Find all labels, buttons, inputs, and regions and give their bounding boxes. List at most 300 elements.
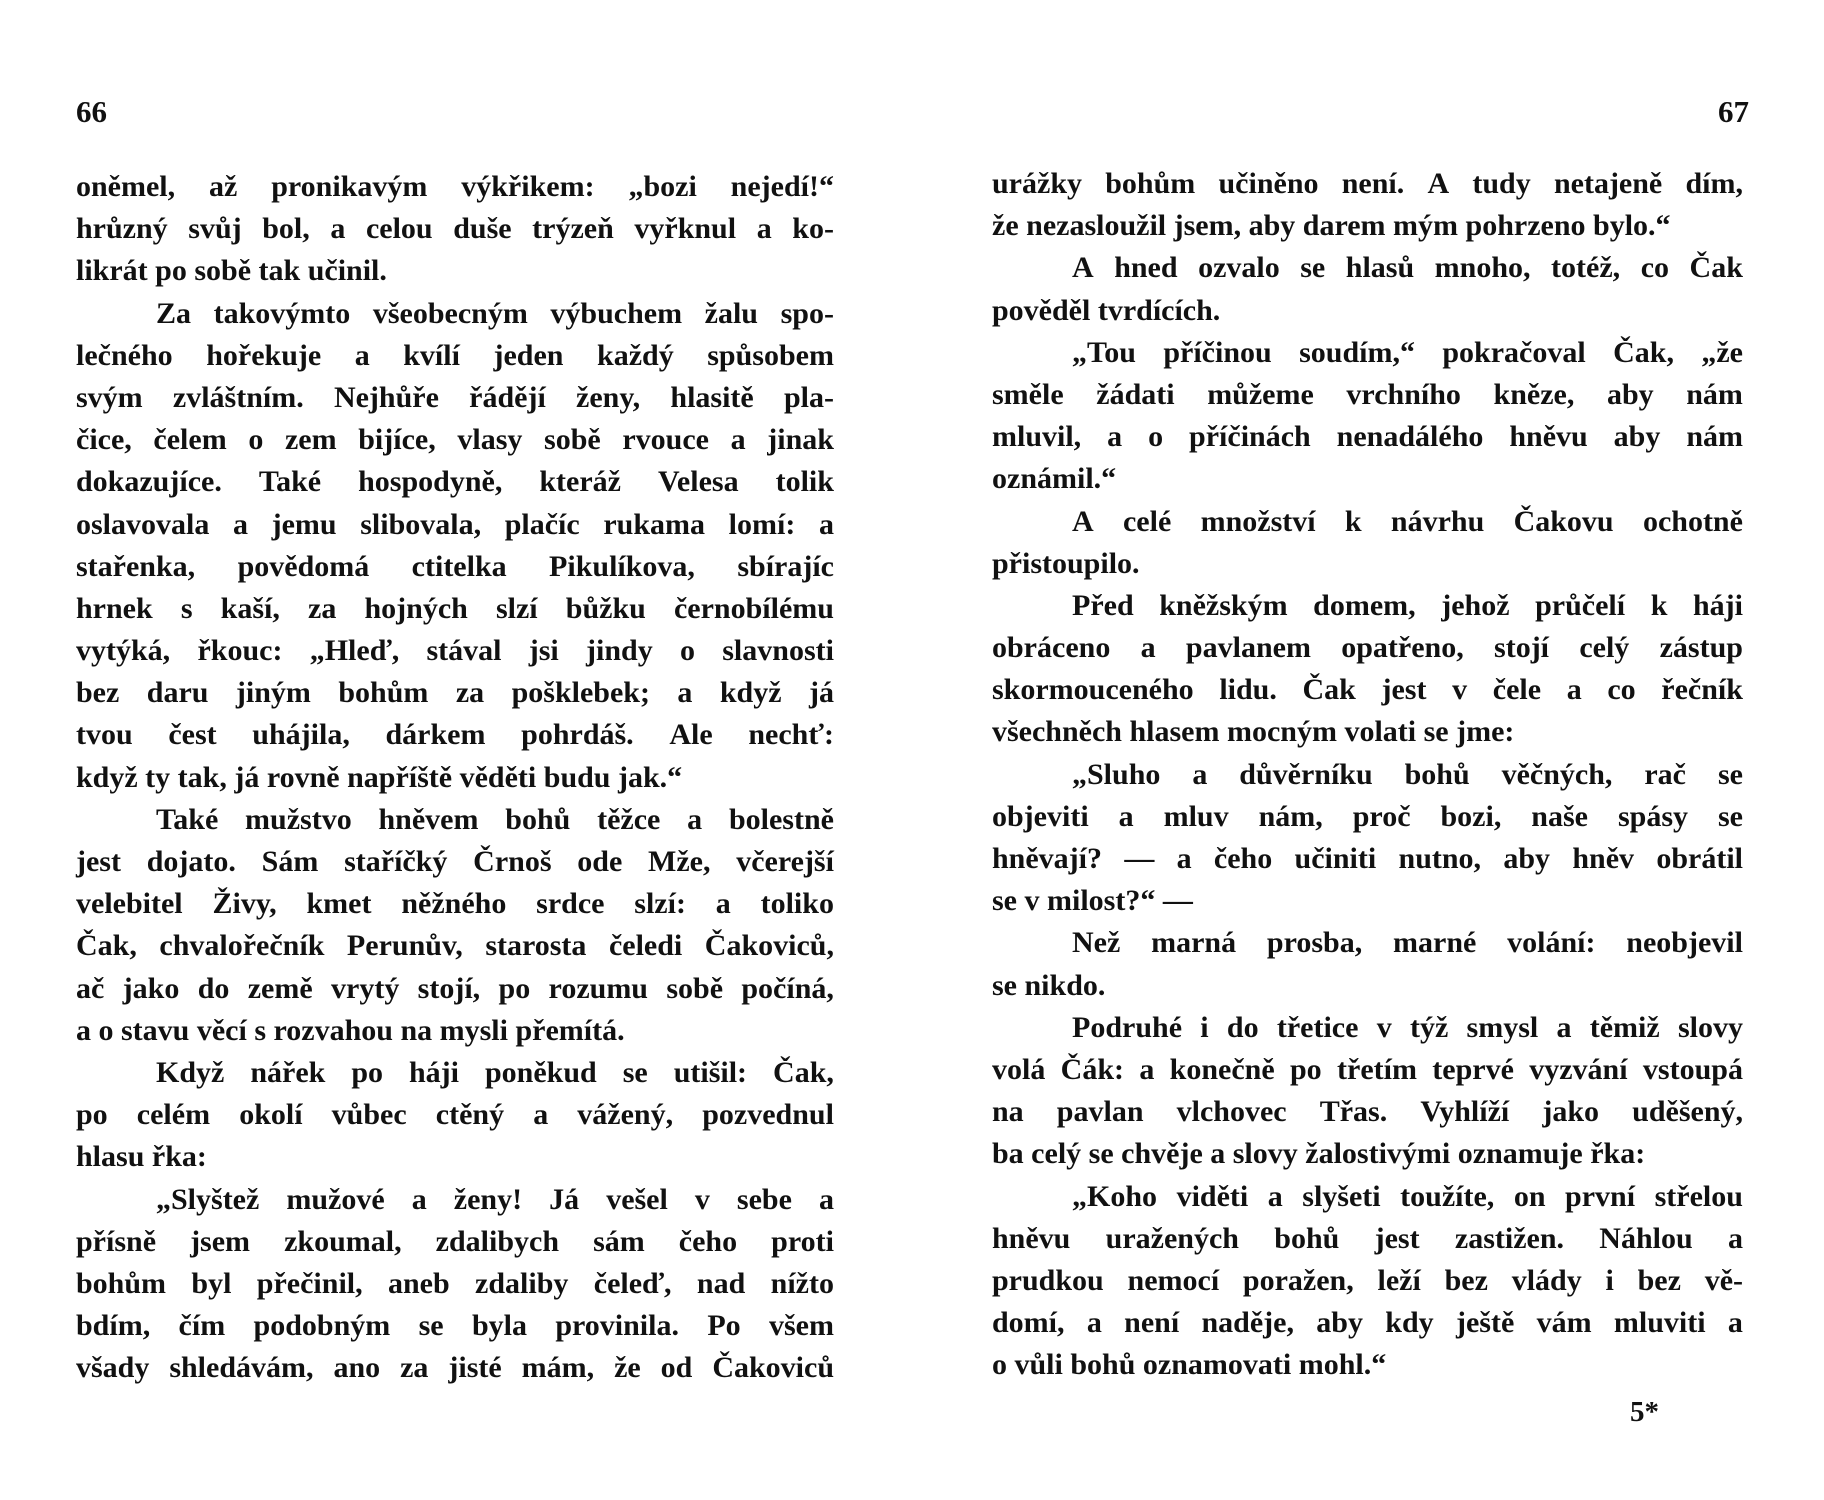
word: za	[455, 676, 485, 710]
word: Také	[258, 465, 322, 499]
word: čeho	[1213, 842, 1273, 875]
word: vlchovec	[1176, 1095, 1287, 1129]
text-line	[156, 1052, 834, 1094]
word: všeobecným	[372, 296, 528, 330]
word: toliko	[760, 887, 834, 921]
word: celé	[1122, 504, 1172, 538]
word: věčných,	[1501, 757, 1613, 791]
text-line	[76, 1094, 834, 1136]
word: Já	[549, 1182, 580, 1216]
word: celém	[136, 1098, 211, 1132]
word: čeleď,	[593, 1266, 672, 1300]
word: zvláštním.	[172, 380, 304, 414]
word: hněvu	[992, 1221, 1071, 1255]
word: vstoupá	[1642, 1052, 1743, 1086]
word: naše	[1531, 799, 1588, 833]
word: hrnek	[76, 591, 153, 625]
word: všem	[769, 1309, 834, 1343]
word: rač	[1644, 757, 1686, 791]
text-line	[76, 419, 834, 461]
text-line	[76, 883, 834, 925]
text-line	[76, 1263, 834, 1305]
word: tvou	[76, 718, 133, 752]
word: a	[1267, 1179, 1283, 1213]
word: čím	[178, 1309, 226, 1343]
word: třetím	[1337, 1052, 1417, 1086]
text-line	[992, 1218, 1743, 1260]
word: od	[660, 1351, 693, 1385]
text-line: se v milost?“ —	[992, 884, 1193, 918]
word: vě-	[1704, 1263, 1743, 1297]
word: nejedí!“	[730, 170, 834, 203]
word: ko-	[792, 212, 834, 246]
word: marné	[1393, 926, 1477, 960]
word: urážky	[992, 167, 1082, 200]
word: nutno,	[1398, 842, 1482, 875]
word: hojných	[364, 591, 468, 625]
word: naděje,	[1201, 1306, 1294, 1340]
word: a	[1139, 1052, 1155, 1086]
text-line: likrát po sobě tak učinil.	[76, 254, 387, 288]
text-line: se nikdo.	[992, 968, 1106, 1002]
word: soudím,“	[1299, 335, 1415, 369]
word: stojí	[1494, 631, 1550, 665]
word: kaší,	[220, 591, 280, 625]
word: staříčký	[344, 845, 448, 878]
word: Čakoviců,	[704, 929, 834, 963]
page-number: 66	[76, 94, 107, 129]
word: Mže,	[648, 845, 711, 878]
word: Črnoš	[473, 845, 552, 878]
text-line	[1072, 754, 1743, 796]
text-line	[76, 377, 834, 419]
text-line	[76, 1221, 834, 1263]
word: Čak,	[76, 929, 137, 963]
word: se	[418, 1309, 444, 1343]
word: bez	[76, 676, 120, 710]
word: leží	[1377, 1263, 1421, 1297]
word: Perunův,	[346, 929, 463, 963]
text-line	[76, 335, 834, 377]
word: i	[1200, 1010, 1209, 1044]
word: učiněno	[1218, 167, 1319, 200]
word: prosba,	[1266, 926, 1363, 960]
word: volání:	[1507, 926, 1596, 960]
word: ač	[76, 971, 105, 1005]
text-line	[992, 1302, 1743, 1344]
word: přečinil,	[256, 1266, 363, 1300]
word: bolestně	[728, 802, 834, 836]
word: a	[354, 338, 370, 372]
word: dojato.	[146, 845, 236, 878]
word: těžce	[597, 802, 661, 836]
word: Za	[156, 296, 192, 330]
word: čele	[1492, 673, 1542, 707]
word: k	[1650, 588, 1668, 622]
word: jehož	[1441, 588, 1510, 622]
word: když	[719, 676, 782, 710]
word: se	[1717, 799, 1743, 833]
word: provinila.	[555, 1309, 679, 1343]
text-line	[76, 630, 834, 672]
word: toužíte,	[1400, 1179, 1495, 1213]
word: a	[1176, 842, 1192, 875]
word: spůsobem	[707, 338, 834, 372]
word: aby	[1503, 842, 1551, 875]
word: a	[330, 212, 346, 246]
word: a	[1556, 1010, 1572, 1044]
word: duše	[453, 212, 512, 246]
word: zastižen.	[1454, 1221, 1565, 1255]
word: pošklebek;	[511, 676, 650, 710]
word: čice,	[76, 423, 132, 457]
word: hrůzný	[76, 212, 168, 246]
word: objeviti	[992, 799, 1089, 833]
word: Čak	[1302, 673, 1356, 707]
text-line	[1072, 332, 1743, 374]
text-line: že nezasloužil jsem, aby darem mým pohrzeno bylo.“	[992, 209, 1671, 243]
word: „Koho	[1072, 1179, 1158, 1213]
word: a	[1140, 631, 1156, 665]
word: pavlan	[1056, 1095, 1144, 1129]
text-line: všechněch hlasem mocným volati se jme:	[992, 715, 1515, 749]
text-line	[76, 461, 834, 503]
text-line	[1072, 1176, 1743, 1218]
word: ještě	[1455, 1306, 1515, 1340]
word: hněv	[1572, 842, 1635, 875]
word: chvalořečník	[159, 929, 325, 963]
word: proč	[1352, 799, 1411, 833]
word: a	[411, 1182, 427, 1216]
word: a	[1566, 673, 1582, 707]
word: Pikulíkova,	[549, 549, 695, 583]
word: jinak	[767, 423, 834, 457]
word: nad	[696, 1266, 746, 1300]
word: Živy,	[212, 887, 277, 921]
text-line	[992, 416, 1743, 458]
word: jemu	[271, 507, 337, 541]
word: počíná,	[741, 971, 834, 1005]
word: bohům	[338, 676, 429, 710]
word: v	[694, 1182, 710, 1216]
word: okolí	[239, 1098, 303, 1132]
word: spásy	[1617, 799, 1688, 833]
word: Vyhlíží	[1420, 1095, 1510, 1129]
word: řkouc:	[197, 634, 283, 668]
word: bol,	[262, 212, 310, 246]
word: A	[1072, 251, 1094, 285]
word: pohrdáš.	[521, 718, 634, 752]
word: co	[1640, 251, 1670, 285]
word: a	[756, 212, 772, 246]
text-line: oznámil.“	[992, 462, 1117, 496]
word: a	[1727, 1221, 1743, 1255]
text-line	[1072, 501, 1743, 543]
word: poražen,	[1242, 1263, 1354, 1297]
word: byl	[191, 1266, 232, 1300]
word: se	[622, 1055, 648, 1089]
word: hořekuje	[206, 338, 322, 372]
word: po	[351, 1055, 383, 1089]
word: ctitelka	[411, 549, 507, 583]
word: teprvé	[1432, 1052, 1514, 1086]
word: a	[687, 802, 703, 836]
word: Po	[707, 1309, 741, 1343]
word: —	[1124, 842, 1155, 875]
word: zástup	[1659, 631, 1743, 665]
word: vrchního	[1346, 377, 1461, 411]
text-line	[76, 588, 834, 630]
word: Čak	[1689, 251, 1743, 285]
text-line: o vůli bohů oznamovati mohl.“	[992, 1348, 1387, 1382]
word: v	[1376, 1010, 1392, 1044]
word: nářek	[250, 1055, 326, 1089]
word: těmiž	[1589, 1010, 1660, 1044]
word: smysl	[1466, 1010, 1539, 1044]
word: mužstvo	[245, 802, 352, 836]
word: zem	[284, 423, 337, 457]
word: „Sluho	[1072, 757, 1161, 791]
word: dárkem	[385, 718, 486, 752]
word: jiným	[235, 676, 311, 710]
word: nám,	[1258, 799, 1323, 833]
text-line	[76, 208, 834, 250]
word: kmet	[306, 887, 372, 921]
word: ochotně	[1642, 504, 1743, 538]
word: mluvil,	[992, 420, 1082, 454]
word: zkoumal,	[284, 1224, 402, 1258]
word: „Slyštež	[156, 1182, 260, 1216]
word: háji	[408, 1055, 459, 1089]
word: po	[498, 971, 531, 1005]
word: on	[1513, 1179, 1546, 1213]
word: a	[1107, 420, 1123, 454]
text-line: hlasu řka:	[76, 1140, 207, 1174]
word: do	[197, 971, 230, 1005]
text-line	[992, 838, 1743, 880]
word: po	[1290, 1052, 1322, 1086]
text-line	[992, 1049, 1743, 1091]
word: třetice	[1276, 1010, 1359, 1044]
word: s	[180, 591, 193, 625]
word: o	[248, 423, 264, 457]
word: mluviti	[1613, 1306, 1706, 1340]
word: slyšeti	[1302, 1179, 1381, 1213]
word: aby	[1613, 420, 1661, 454]
word: nemocí	[1127, 1263, 1220, 1297]
text-line	[992, 163, 1743, 205]
word: plačíc	[504, 507, 580, 541]
word: bůžku	[565, 591, 646, 625]
text-line	[76, 841, 834, 883]
text-line	[76, 714, 834, 756]
word: slzí:	[634, 887, 686, 921]
word: bijíce,	[358, 423, 436, 457]
word: jisté	[448, 1351, 502, 1385]
word: jest	[1374, 1221, 1420, 1255]
word: za	[400, 1351, 429, 1385]
word: včerejší	[736, 845, 834, 878]
text-line	[76, 504, 834, 546]
word: celou	[365, 212, 433, 246]
word: uhájila,	[252, 718, 350, 752]
word: výbuchem	[550, 296, 683, 330]
word: důvěrníku	[1239, 757, 1373, 791]
word: sebe	[736, 1182, 792, 1216]
word: konečně	[1169, 1052, 1275, 1086]
word: něžného	[401, 887, 507, 921]
word: kvílí	[403, 338, 460, 372]
word: bohům	[1105, 167, 1196, 200]
word: shledávám,	[169, 1351, 314, 1385]
word: oněmel,	[76, 170, 176, 203]
word: mám,	[521, 1351, 595, 1385]
word: háji	[1692, 588, 1743, 622]
word: řádějí	[469, 380, 546, 414]
word: a	[677, 676, 693, 710]
word: vyřknul	[634, 212, 737, 246]
word: velebitel	[76, 887, 183, 921]
word: uděšený,	[1632, 1095, 1743, 1129]
word: oslavovala	[76, 507, 210, 541]
word: Když	[156, 1055, 225, 1089]
word: hlasitě	[670, 380, 754, 414]
word: mluv	[1163, 799, 1229, 833]
word: žádati	[1096, 377, 1175, 411]
text-line: pověděl tvrdících.	[992, 293, 1221, 327]
word: Také	[156, 802, 219, 836]
word: Čak,	[1613, 335, 1674, 369]
word: o	[1148, 420, 1164, 454]
word: totéž,	[1551, 251, 1621, 285]
word: čeledi	[608, 929, 683, 963]
word: byla	[471, 1309, 527, 1343]
word: slzí	[495, 591, 538, 625]
word: spo-	[780, 296, 834, 330]
word: obráceno	[992, 631, 1111, 665]
word: všady	[76, 1351, 150, 1385]
word: Sám	[261, 845, 319, 878]
word: ode	[577, 845, 623, 878]
word: aby	[1606, 377, 1654, 411]
word: pokračoval	[1442, 335, 1586, 369]
word: pronikavým	[271, 170, 428, 203]
word: až	[209, 170, 238, 203]
word: v	[1452, 673, 1468, 707]
word: celý	[1579, 631, 1630, 665]
page-text	[76, 166, 834, 1389]
word: ano	[333, 1351, 381, 1385]
word: „že	[1701, 335, 1743, 369]
word: jako	[1542, 1095, 1600, 1129]
word: bez	[1444, 1263, 1488, 1297]
word: hněvají?	[992, 842, 1103, 875]
word: žalu	[704, 296, 758, 330]
word: vlády	[1511, 1263, 1582, 1297]
text-line	[1072, 1007, 1743, 1049]
word: a	[818, 507, 834, 541]
word: Podruhé	[1072, 1010, 1183, 1044]
text-line	[156, 293, 834, 335]
word: aby	[1316, 1306, 1363, 1340]
word: každý	[597, 338, 674, 372]
word: sobě	[544, 423, 601, 457]
word: prudkou	[992, 1263, 1104, 1297]
word: vážený,	[577, 1098, 674, 1132]
word: stojí,	[417, 971, 481, 1005]
word: tolik	[775, 465, 834, 499]
word: přísně	[76, 1224, 157, 1258]
word: ženy,	[576, 380, 641, 414]
text-line	[1072, 585, 1743, 627]
word: nenadálého	[1336, 420, 1484, 454]
text-line	[1072, 247, 1743, 289]
word: nám	[1686, 420, 1743, 454]
word: návrhu	[1390, 504, 1485, 538]
word: Velesa	[658, 465, 739, 499]
word: a	[232, 507, 248, 541]
word: jako	[122, 971, 180, 1005]
text-line	[992, 1260, 1743, 1302]
text-line: přistoupilo.	[992, 546, 1140, 580]
word: A	[1427, 167, 1450, 200]
word: není	[1124, 1306, 1180, 1340]
word: slovy	[1677, 1010, 1743, 1044]
word: dím,	[1685, 167, 1743, 200]
word: dokazujíce.	[76, 465, 222, 499]
word: že	[614, 1351, 641, 1385]
word: a	[818, 1182, 834, 1216]
word: Čakoviců	[712, 1351, 834, 1385]
word: Čák:	[1060, 1052, 1125, 1086]
word: netajeně	[1553, 167, 1663, 200]
word: tudy	[1472, 167, 1531, 200]
word: jeden	[493, 338, 564, 372]
word: a	[1192, 757, 1208, 791]
word: a	[533, 1098, 549, 1132]
word: slibovala,	[360, 507, 482, 541]
word: rozumu	[548, 971, 648, 1005]
word: bohů	[1274, 1221, 1340, 1255]
word: marná	[1151, 926, 1237, 960]
text-line	[156, 799, 834, 841]
word: viděti	[1176, 1179, 1249, 1213]
word: a	[1086, 1306, 1102, 1340]
word: hospodyně,	[358, 465, 503, 499]
word: zdaliby	[475, 1266, 569, 1300]
text-line	[156, 1179, 834, 1221]
word: lomí:	[728, 507, 796, 541]
word: do	[1226, 1010, 1259, 1044]
word: kněžským	[1159, 588, 1288, 622]
word: domí,	[992, 1306, 1065, 1340]
word: volá	[992, 1052, 1046, 1086]
word: ozvalo	[1198, 251, 1280, 285]
word: stával	[426, 634, 502, 668]
word: svým	[76, 380, 143, 414]
word: já	[808, 676, 834, 710]
word: vešel	[606, 1182, 668, 1216]
text-line	[1072, 922, 1743, 964]
text-line: ba celý se chvěje a slovy žalostivými oznamuje řka:	[992, 1137, 1646, 1171]
word: učiniti	[1294, 842, 1377, 875]
word: rukama	[603, 507, 706, 541]
word: Čakovu	[1513, 504, 1614, 538]
word: Třas.	[1319, 1095, 1388, 1129]
word: a	[1118, 799, 1134, 833]
word: vyzvání	[1529, 1052, 1628, 1086]
word: „bozi	[628, 170, 697, 203]
